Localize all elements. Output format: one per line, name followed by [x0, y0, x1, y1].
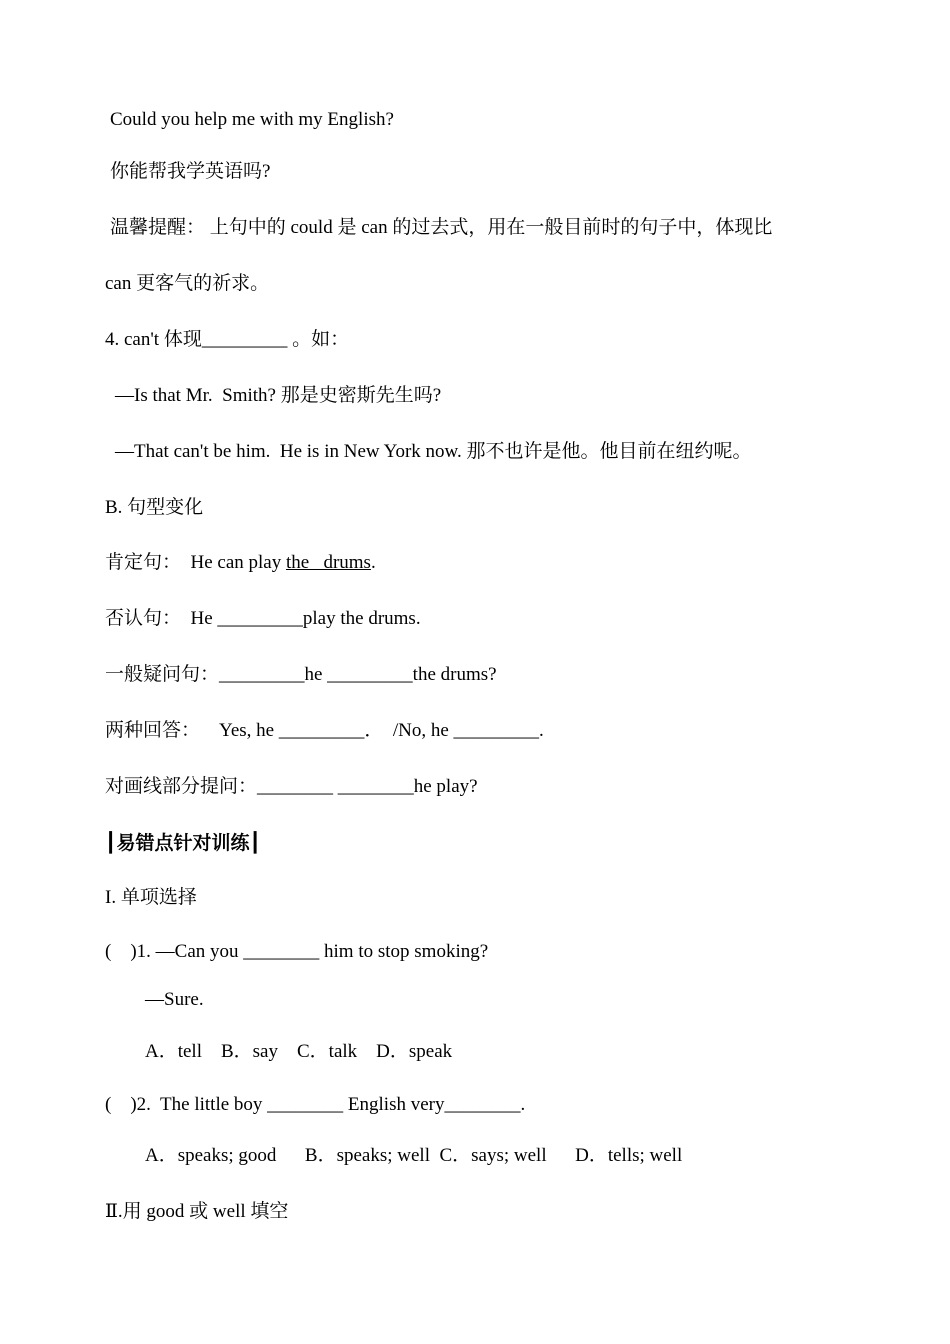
text-line [105, 550, 376, 576]
text-line: 你能帮我学英语吗? [110, 161, 271, 182]
text-segment: 肯定句： He can play [105, 552, 286, 573]
text-line: 4. can't 体现_________ 。如： [105, 329, 350, 350]
text-line: 温馨提醒： 上句中的 could 是 can 的过去式，用在一般目前时的句子中，体现比 [110, 217, 773, 238]
underlined-text: the drums [285, 552, 371, 573]
text-line: 否认句： He _________play the drums. [105, 608, 421, 629]
subsection-heading: I. 单项选择 [105, 887, 197, 908]
text-line: —Is that Mr. Smith? 那是史密斯先生吗? [115, 385, 442, 406]
text-line: 对画线部分提问：________ ________he play? [105, 776, 478, 797]
text-line: Could you help me with my English? [110, 109, 394, 130]
question-1: ( )1. —Can you ________ him to stop smoking? [105, 941, 489, 962]
question-2-options: A．speaks; good B．speaks; well C．says; well D．tells; well [145, 1145, 683, 1166]
question-1-reply: —Sure. [145, 989, 204, 1010]
text-line: —That can't be him. He is in New York now. 那不也许是他。他目前在纽约呢。 [115, 441, 752, 462]
text-segment: . [370, 552, 376, 573]
question-2: ( )2. The little boy ________ English very________. [105, 1094, 526, 1115]
text-line: 两种回答： Yes, he _________． /No, he _________. [105, 720, 544, 741]
text-line: can 更客气的祈求。 [105, 273, 270, 294]
text-line: 一般疑问句：_________he _________the drums? [105, 664, 497, 685]
subsection-heading: B. 句型变化 [105, 497, 204, 518]
section-heading: ┃易错点针对训练┃ [105, 832, 261, 854]
question-1-options: A．tell B．say C．talk D．speak [145, 1041, 453, 1062]
subsection-heading: Ⅱ.用 good 或 well 填空 [105, 1201, 289, 1222]
